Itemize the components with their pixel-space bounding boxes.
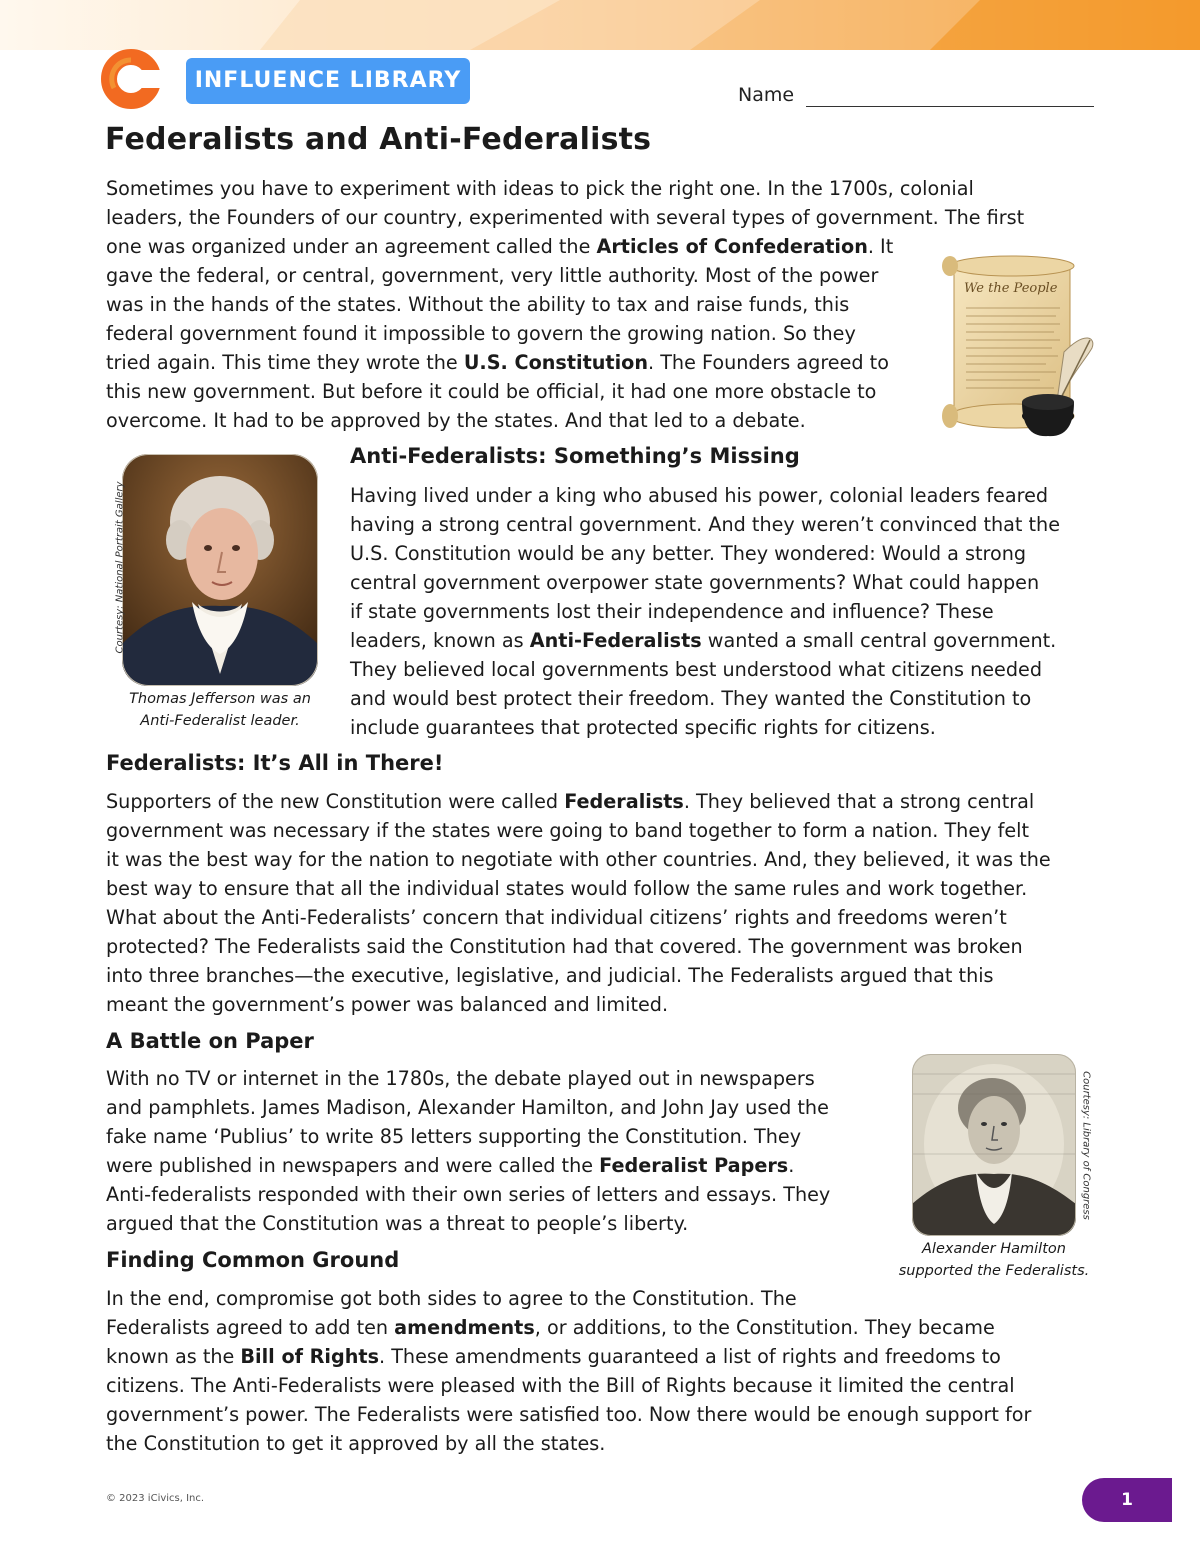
text-span: tried again. This time they wrote the: [106, 351, 464, 374]
copyright-footer: © 2023 iCivics, Inc.: [106, 1493, 205, 1504]
term-us-constitution: U.S. Constitution: [463, 351, 649, 374]
term-bill-of-rights: Bill of Rights: [240, 1345, 379, 1368]
text-line: gave the federal, or central, government, very little authority. Most of the power: [106, 264, 879, 287]
text-line: They believed local governments best understood what citizens needed: [350, 658, 1043, 681]
scroll-script-text: We the People: [964, 281, 1058, 296]
text-span: wanted a small central government.: [701, 629, 1057, 652]
text-line: [106, 232, 1024, 261]
common-ground-paragraph: [106, 1284, 1031, 1458]
header-banner: [0, 0, 1200, 50]
text-line: central government overpower state governments? What could happen: [350, 571, 1040, 594]
text-span: known as the: [106, 1345, 241, 1368]
anti-federalists-heading: Anti-Federalists: Something’s Missing: [350, 444, 800, 468]
hamilton-portrait: [912, 1054, 1076, 1236]
text-line: and pamphlets. James Madison, Alexander Hamilton, and John Jay used the: [106, 1096, 829, 1119]
hamilton-caption: [894, 1238, 1094, 1282]
text-line: government’s power. The Federalists were satisfied too. Now there would be enough support for: [106, 1403, 1032, 1426]
text-line: best way to ensure that all the individual states would follow the same rules and work together.: [106, 877, 1028, 900]
intro-paragraph: [106, 174, 1024, 435]
text-line: meant the government’s power was balanced and limited.: [106, 993, 669, 1016]
text-line: leaders, the Founders of our country, experimented with several types of government. The first: [106, 206, 1025, 229]
influence-library-tag: INFLUENCE LIBRARY: [186, 58, 470, 104]
jefferson-image-credit: Courtesy: National Portrait Gallery: [114, 481, 126, 654]
text-line: government was necessary if the states were going to band together to form a nation. They felt: [106, 819, 1030, 842]
text-line: the Constitution to get it approved by all the states.: [106, 1432, 606, 1455]
battle-on-paper-paragraph: [106, 1064, 830, 1238]
text-line: fake name ‘Publius’ to write 85 letters supporting the Constitution. They: [106, 1125, 802, 1148]
text-line: [106, 787, 1051, 816]
battle-on-paper-heading: A Battle on Paper: [106, 1029, 314, 1053]
common-ground-heading: Finding Common Ground: [106, 1248, 400, 1272]
anti-federalists-paragraph: [350, 481, 1060, 742]
text-line: federal government found it impossible to govern the growing nation. So they: [106, 322, 856, 345]
icivics-logo-icon: [100, 48, 162, 110]
text-line: and would best protect their freedom. They wanted the Constitution to: [350, 687, 1032, 710]
caption-line: Alexander Hamilton: [922, 1241, 1066, 1257]
text-line: [106, 1342, 1031, 1371]
text-line: protected? The Federalists said the Constitution had that covered. The government was broken: [106, 935, 1023, 958]
jefferson-portrait: [122, 454, 318, 686]
term-articles-of-confederation: Articles of Confederation: [596, 235, 868, 258]
text-span: Federalists agreed to add ten: [106, 1316, 395, 1339]
federalists-paragraph: [106, 787, 1051, 1019]
text-line: [350, 626, 1060, 655]
text-line: this new government. But before it could be official, it had one more obstacle to: [106, 380, 877, 403]
term-federalist-papers: Federalist Papers: [599, 1154, 789, 1177]
text-span: one was organized under an agreement called the: [106, 235, 597, 258]
caption-line: Anti-Federalist leader.: [140, 713, 300, 729]
text-line: having a strong central government. And they weren’t convinced that the: [350, 513, 1060, 536]
page-number-badge: 1: [1082, 1478, 1172, 1522]
text-line: [106, 1151, 830, 1180]
text-span: .: [788, 1154, 795, 1177]
text-line: into three branches—the executive, legislative, and judicial. The Federalists argued that this: [106, 964, 994, 987]
name-label: Name: [738, 84, 795, 106]
hamilton-image-credit: Courtesy: Library of Congress: [1080, 1071, 1092, 1220]
text-span: . The Founders agreed to: [648, 351, 889, 374]
text-line: In the end, compromise got both sides to agree to the Constitution. The: [106, 1287, 797, 1310]
jefferson-caption: [112, 688, 328, 732]
text-line: Sometimes you have to experiment with ideas to pick the right one. In the 1700s, colonial: [106, 177, 974, 200]
caption-line: Thomas Jefferson was an: [129, 691, 311, 707]
text-line: What about the Anti-Federalists’ concern that individual citizens’ rights and freedoms weren’t: [106, 906, 1007, 929]
text-span: were published in newspapers and were called the: [106, 1154, 600, 1177]
text-line: [106, 1313, 1031, 1342]
text-line: include guarantees that protected specific rights for citizens.: [350, 716, 936, 739]
text-span: . It: [867, 235, 894, 258]
federalists-heading: Federalists: It’s All in There!: [106, 751, 444, 775]
text-span: . They believed that a strong central: [683, 790, 1035, 813]
text-span: leaders, known as: [350, 629, 530, 652]
text-line: citizens. The Anti-Federalists were pleased with the Bill of Rights because it limited the central: [106, 1374, 1015, 1397]
term-amendments: amendments: [394, 1316, 535, 1339]
text-span: . These amendments guaranteed a list of rights and freedoms to: [379, 1345, 1001, 1368]
term-federalists: Federalists: [564, 790, 684, 813]
text-line: [106, 348, 1024, 377]
text-line: Having lived under a king who abused his power, colonial leaders feared: [350, 484, 1049, 507]
text-line: if state governments lost their independence and influence? These: [350, 600, 994, 623]
page-title: Federalists and Anti-Federalists: [105, 122, 652, 157]
text-line: was in the hands of the states. Without the ability to tax and raise funds, this: [106, 293, 850, 316]
text-line: overcome. It had to be approved by the states. And that led to a debate.: [106, 409, 806, 432]
text-line: it was the best way for the nation to negotiate with other countries. And, they believed, it was the: [106, 848, 1051, 871]
constitution-scroll-image: [936, 252, 1098, 438]
text-line: Anti-federalists responded with their own series of letters and essays. They: [106, 1183, 831, 1206]
text-span: , or additions, to the Constitution. They became: [534, 1316, 995, 1339]
name-field-line[interactable]: [806, 106, 1094, 107]
text-span: Supporters of the new Constitution were called: [106, 790, 565, 813]
term-anti-federalists: Anti-Federalists: [529, 629, 702, 652]
caption-line: supported the Federalists.: [898, 1263, 1090, 1279]
text-line: With no TV or internet in the 1780s, the debate played out in newspapers: [106, 1067, 815, 1090]
text-line: U.S. Constitution would be any better. They wondered: Would a strong: [350, 542, 1027, 565]
text-line: argued that the Constitution was a threat to people’s liberty.: [106, 1212, 689, 1235]
